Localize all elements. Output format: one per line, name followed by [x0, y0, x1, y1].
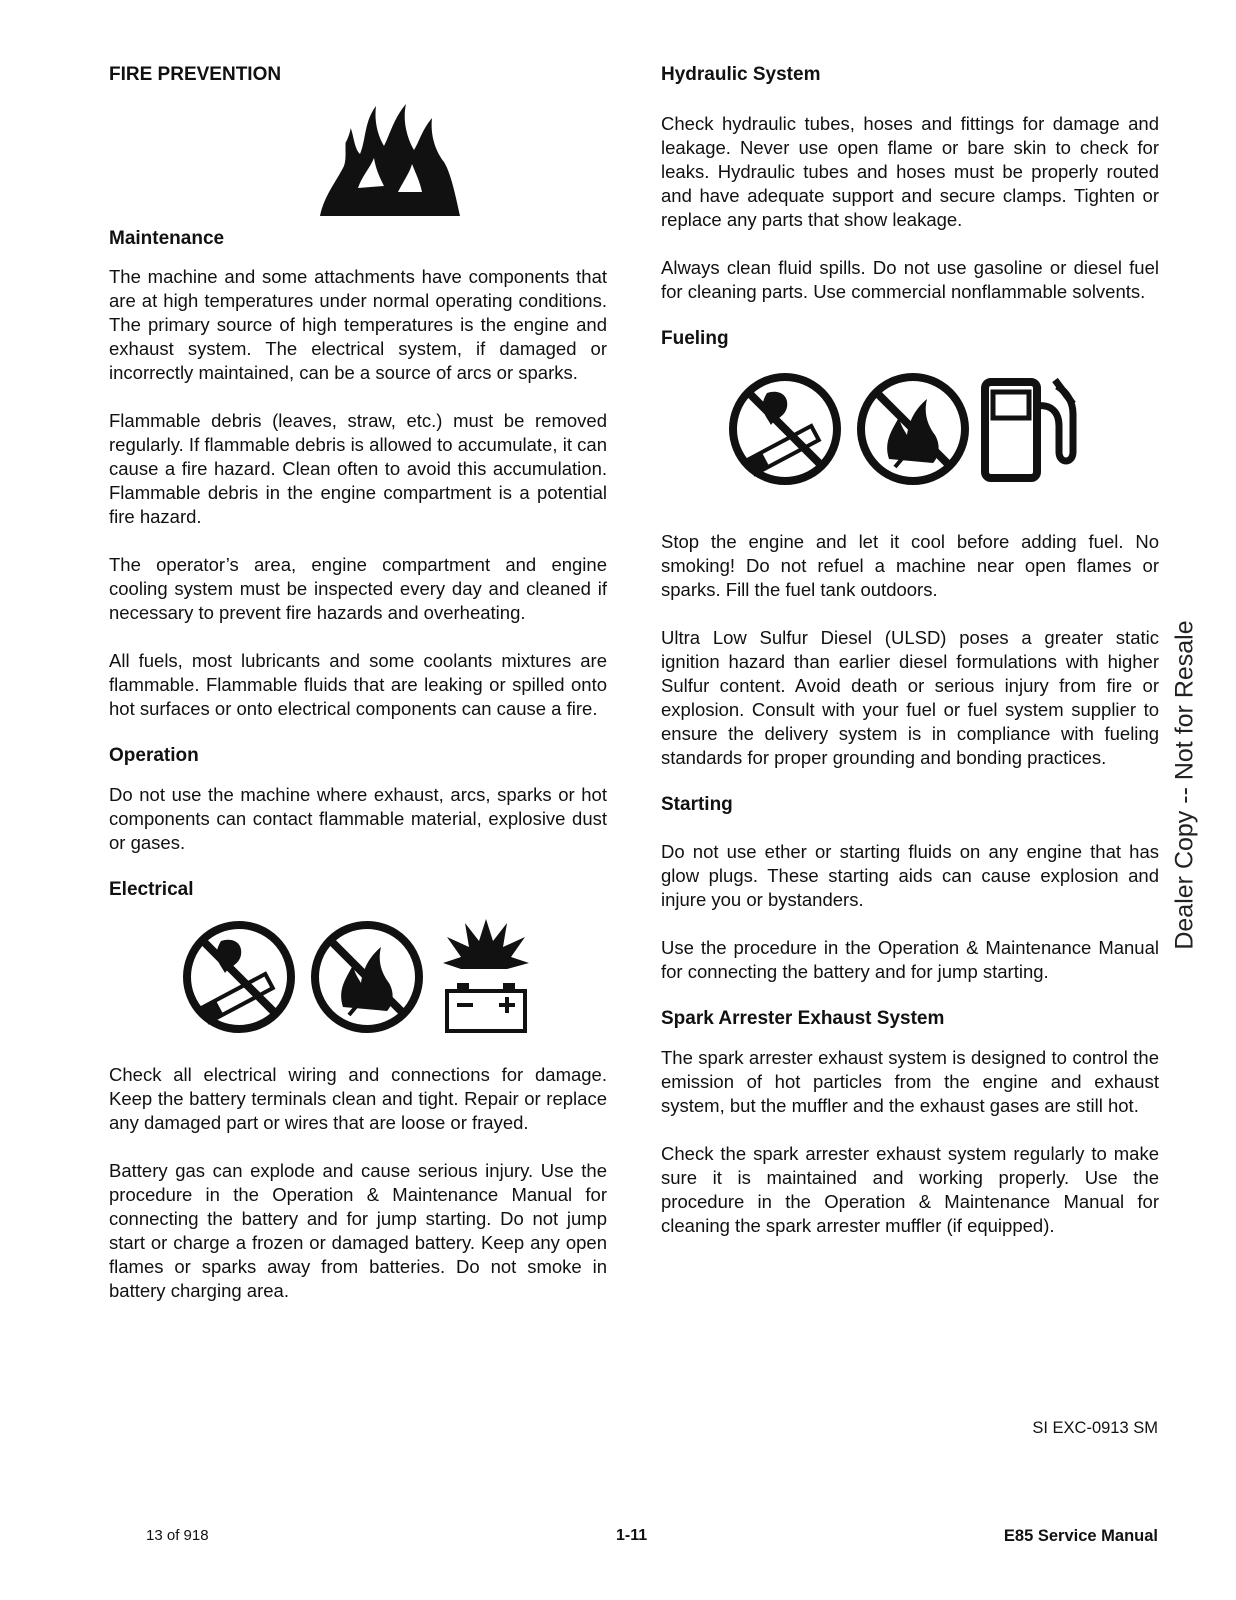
fire-icon-wrap [314, 96, 464, 222]
spark-arrester-paragraph-2: Check the spark arrester exhaust system regularly to make sure it is maintained and working properly. Use the procedure in the Operation & Maintenance Manual for cleaning the spark arrester muffler (if equipped). [661, 1143, 1159, 1236]
fueling-icons [727, 370, 1159, 488]
page-title: FIRE PREVENTION [109, 64, 282, 85]
spark-arrester-heading: Spark Arrester Exhaust System [661, 1008, 945, 1029]
hydraulic-paragraph-2: Always clean fluid spills. Do not use gasoline or diesel fuel for cleaning parts. Use commercial nonflammable solvents. [661, 257, 1159, 302]
maintenance-paragraph-4: All fuels, most lubricants and some coolants mixtures are flammable. Flammable fluids that are leaking or spilled onto hot surfaces or onto electrical components can cause a fire. [109, 650, 607, 719]
fueling-heading: Fueling [661, 328, 729, 349]
maintenance-paragraph-2: Flammable debris (leaves, straw, etc.) must be removed regularly. If flammable debris is allowed to accumulate, it can cause a fire hazard. Clean often to avoid this accumulation. Flammable debris in the engine compartment is a potential fire hazard. [109, 410, 607, 527]
footer-page-number: 1-11 [616, 1527, 648, 1544]
right-column [661, 62, 1159, 1238]
doc-code: SI EXC-0913 SM [1032, 1419, 1158, 1437]
fueling-paragraph-1: Stop the engine and let it cool before adding fuel. No smoking! Do not refuel a machine near open flames or sparks. Fill the fuel tank outdoors. [661, 531, 1159, 600]
no-open-flame-icon [309, 919, 425, 1035]
starting-paragraph-1: Do not use ether or starting fluids on any engine that has glow plugs. These starting aids can cause explosion and injure you or bystanders. [661, 841, 1159, 910]
operation-paragraph-1: Do not use the machine where exhaust, arcs, sparks or hot components can contact flammable material, explosive dust or gases. [109, 784, 607, 853]
no-open-flame-icon [855, 371, 971, 487]
no-smoking-icon [181, 919, 297, 1035]
hydraulic-paragraph-1: Check hydraulic tubes, hoses and fittings for damage and leakage. Never use open flame or bare skin to check for leaks. Hydraulic tubes and hoses must be properly routed and have adequate support and secure clamps. Tighten or replace any parts that show leakage. [661, 113, 1159, 230]
maintenance-paragraph-1: The machine and some attachments have components that are at high temperatures under normal operating conditions. The primary source of high temperatures is the engine and exhaust system. The electrical system, if damaged or incorrectly maintained, can be a source of arcs or sparks. [109, 266, 607, 383]
battery-explosion-icon [441, 915, 531, 1039]
fuel-pump-icon [981, 374, 1081, 484]
electrical-paragraph-2: Battery gas can explode and cause serious injury. Use the procedure in the Operation & Maintenance Manual for connecting the battery and for jump starting. Do not jump start or charge a frozen or damaged battery. Keep any open flames or sparks away from batteries. Do not smoke in battery charging area. [109, 1160, 607, 1301]
watermark-text: Dealer Copy -- Not for Resale [1170, 620, 1199, 950]
spark-arrester-paragraph-1: The spark arrester exhaust system is designed to control the emission of hot particles from the engine and exhaust system, but the muffler and the exhaust gases are still hot. [661, 1047, 1159, 1116]
starting-paragraph-2: Use the procedure in the Operation & Maintenance Manual for connecting the battery and for jump starting. [661, 937, 1159, 982]
no-smoking-icon [727, 371, 843, 487]
electrical-icons [181, 915, 607, 1039]
maintenance-paragraph-3: The operator’s area, engine compartment and engine cooling system must be inspected every day and cleaned if necessary to prevent fire hazards and overheating. [109, 554, 607, 623]
footer-manual-title: E85 Service Manual [1003, 1527, 1158, 1545]
electrical-heading: Electrical [109, 879, 194, 900]
starting-heading: Starting [661, 794, 733, 815]
fueling-paragraph-2: Ultra Low Sulfur Diesel (ULSD) poses a greater static ignition hazard than earlier diesel formulations with higher Sulfur content. Avoid death or serious injury from fire or explosion. Consult with your fuel or fuel system supplier to ensure the delivery system is in compliance with fueling standards for proper grounding and bonding practices. [661, 627, 1159, 768]
left-column [109, 62, 607, 1303]
electrical-paragraph-1: Check all electrical wiring and connections for damage. Keep the battery terminals clean and tight. Repair or replace any damaged part or wires that are loose or frayed. [109, 1064, 607, 1133]
hydraulic-heading: Hydraulic System [661, 64, 821, 85]
flame-icon [314, 96, 464, 222]
watermark [1170, 620, 1200, 950]
footer-page-count: 13 of 918 [146, 1527, 209, 1544]
maintenance-heading: Maintenance [109, 228, 225, 249]
operation-heading: Operation [109, 745, 199, 766]
